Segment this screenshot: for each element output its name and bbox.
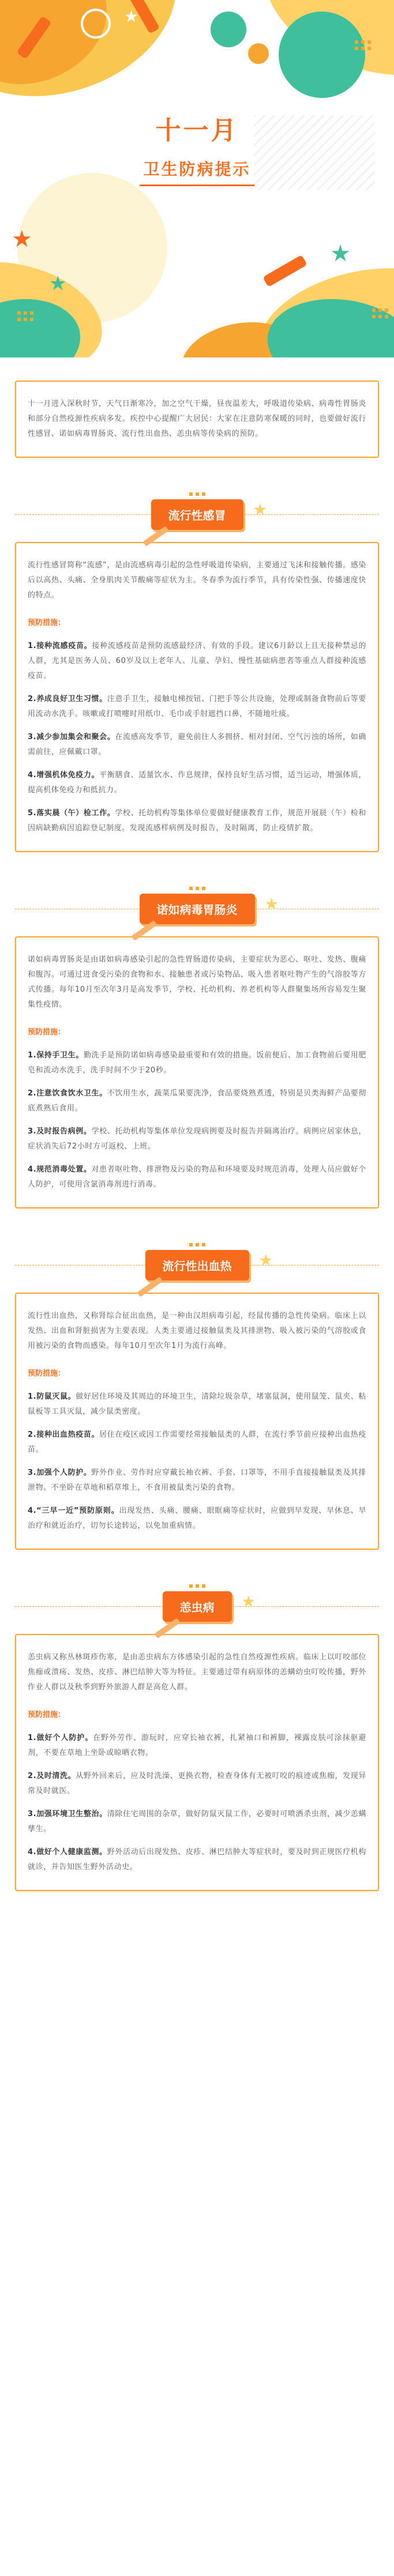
item-body: 在流感高发季节，避免前往人多拥挤、相对封闭、空气污浊的场所，如确需前往，应佩戴口罩。 bbox=[28, 733, 366, 756]
section-card-hemorrhagic-fever bbox=[15, 1293, 379, 1550]
decor-blob bbox=[211, 12, 246, 47]
item-body: 注意手卫生，接触电梯按钮、门把手等公共设施，处理或制备食物前后等要用流动水洗手。咳嗽或打喷嚏时用纸巾、毛巾或手肘遮挡口鼻，不随地吐痰。 bbox=[28, 695, 366, 718]
decor-dots bbox=[189, 1584, 205, 1588]
star-icon: ★ bbox=[49, 272, 67, 295]
item-head: 1.接种流感疫苗。 bbox=[28, 642, 92, 650]
list-item bbox=[28, 1124, 366, 1154]
decor-dots bbox=[355, 40, 371, 50]
list-item bbox=[28, 1162, 366, 1192]
section-card-flu bbox=[15, 542, 379, 852]
item-head: 1.做好个人防护。 bbox=[28, 1734, 93, 1742]
star-icon: ★ bbox=[253, 502, 267, 518]
star-icon: ★ bbox=[265, 897, 278, 912]
decor-dots bbox=[372, 308, 388, 318]
star-icon: ★ bbox=[242, 1594, 255, 1610]
section-title: 流行性出血热 bbox=[162, 1260, 232, 1273]
list-item bbox=[28, 1769, 366, 1799]
item-body: 野外活动后出现发热、皮疹、淋巴结肿大等症状时，要及时到正规医疗机构就诊，并告知医生野外活动史。 bbox=[28, 1848, 366, 1871]
page-title: 十一月 bbox=[155, 116, 239, 145]
list-item bbox=[28, 1807, 366, 1837]
item-head: 2.注意饮食饮水卫生。 bbox=[28, 1089, 107, 1098]
measures-label: 预防措施： bbox=[28, 619, 66, 627]
star-icon: ★ bbox=[330, 240, 351, 267]
list-item bbox=[28, 1731, 366, 1761]
star-icon: ★ bbox=[12, 226, 32, 253]
section-header bbox=[15, 487, 379, 542]
item-body: 居住在疫区或因工作需要经常接触鼠类的人群，在流行季节前应接种出血热疫苗。 bbox=[28, 1430, 367, 1454]
list-item bbox=[28, 806, 366, 836]
decor-dots bbox=[17, 311, 33, 321]
decor-dots bbox=[189, 1243, 205, 1246]
title-block bbox=[0, 110, 394, 186]
list-item bbox=[28, 692, 366, 722]
decor-blob bbox=[248, 43, 269, 64]
item-head: 2.养成良好卫生习惯。 bbox=[28, 695, 107, 703]
item-body: 平衡膳食、适量饮水、作息规律，保持良好生活习惯，适当运动，增强体质，提高机体免疫力和抵抗力。 bbox=[28, 771, 367, 794]
intro-text: 十一月进入深秋时节，天气日渐寒冷，加之空气干燥，昼夜温差大，呼吸道传染病、病毒性胃肠炎和部分自然疫源性疾病多发。疾控中心提醒广大居民：大家在注意防寒保暖的同时，也要做好流行性感冒、诺如病毒胃肠炎、流行性出血热、恙虫病等传染病的预防。 bbox=[28, 400, 366, 438]
item-body: 野外作业、劳作时应穿戴长袖衣裤、手套、口罩等，不用手直接接触鼠类及其排泄物。不坐卧在草地和稻草堆上，不食用被鼠类污染的食物。 bbox=[28, 1468, 366, 1492]
item-body: 出现发热、头痛、腰痛、眼眶痛等症状时，应做到早发现、早休息、早治疗和就近治疗，切勿长途转运，以免加重病情。 bbox=[28, 1507, 367, 1530]
intro-card bbox=[15, 381, 379, 458]
item-head: 3.减少参加集会和聚会。 bbox=[28, 733, 115, 741]
list-item bbox=[28, 1048, 366, 1078]
section-title-badge bbox=[145, 1250, 272, 1281]
item-head: 3.及时报告病例。 bbox=[28, 1127, 92, 1136]
item-head: 4.增强机体免疫力。 bbox=[28, 771, 100, 779]
item-body: 接种流感疫苗是预防流感最经济、有效的手段。建议6月龄以上且无接种禁忌的人群，尤其是医务人员、60岁及以上老年人、儿童、孕妇、慢性基础病患者等重点人群接种流感疫苗。 bbox=[28, 642, 366, 680]
section-description: 流行性出血热，又称肾综合征出血热，是一种由汉坦病毒引起，经鼠传播的急性传染病。临床上以发热、出血和肾脏损害为主要表现。人类主要通过接触鼠类及其排泄物、吸入被污染的气溶胶或食用被污染的食物而感染。每年10月至次年1月为流行高峰。 bbox=[28, 1312, 366, 1350]
section-description: 流行性感冒简称“流感”，是由流感病毒引起的急性呼吸道传染病，主要通过飞沫和接触传播。感染后以高热、头痛、全身肌肉关节酸痛等症状为主。冬春季为流行季节，具有传染性强、传播速度快的特点。 bbox=[28, 561, 366, 600]
decor-blob bbox=[279, 12, 365, 98]
measures-label: 预防措施： bbox=[28, 1369, 66, 1378]
content bbox=[0, 381, 394, 1914]
item-head: 2.及时清洗。 bbox=[28, 1772, 76, 1780]
list-item bbox=[28, 1428, 366, 1458]
section-title-badge bbox=[163, 1591, 255, 1622]
item-body: 从野外回来后，应及时洗澡、更换衣物，检查身体有无被叮咬的痕迹或焦痂，发现异常及时就医。 bbox=[28, 1772, 367, 1795]
item-body: 清除住宅周围的杂草，做好防鼠灭鼠工作，必要时可喷洒杀虫剂，减少恙螨孳生。 bbox=[28, 1810, 366, 1833]
item-head: 2.接种出血热疫苗。 bbox=[28, 1430, 100, 1439]
item-head: 1.保持手卫生。 bbox=[28, 1051, 84, 1060]
item-head: 3.加强环境卫生整治。 bbox=[28, 1810, 107, 1818]
section-title-badge bbox=[140, 894, 278, 924]
section-title: 流行性感冒 bbox=[168, 510, 226, 522]
decor-dots bbox=[189, 492, 205, 496]
section-title-badge bbox=[151, 499, 267, 530]
list-item bbox=[28, 1389, 366, 1419]
decor-dots bbox=[189, 887, 205, 890]
item-body: 对患者呕吐物、排泄物及污染的物品和环境要及时规范消毒，处理人员应做好个人防护，可使用含氯消毒剂进行消毒。 bbox=[28, 1165, 366, 1189]
list-item bbox=[28, 1504, 366, 1534]
section-description: 诺如病毒胃肠炎是由诺如病毒感染引起的急性胃肠道传染病，主要症状为恶心、呕吐、发热、腹痛和腹泻。可通过进食受污染的食物和水、接触患者或污染物品、吸入患者呕吐物产生的气溶胶等方式传播。每年10月至次年3月是高发季节，学校、托幼机构、养老机构等人群聚集场所容易发生聚集性疫情。 bbox=[28, 955, 366, 1009]
section-title: 恙虫病 bbox=[179, 1602, 215, 1614]
item-head: 5.落实晨（午）检工作。 bbox=[28, 809, 115, 818]
section-card-norovirus bbox=[15, 936, 379, 1208]
list-item bbox=[28, 768, 366, 798]
measures-label: 预防措施： bbox=[28, 1711, 66, 1719]
item-head: 4.做好个人健康监测。 bbox=[28, 1848, 107, 1856]
section-header bbox=[15, 1579, 379, 1634]
star-icon: ★ bbox=[124, 7, 139, 26]
list-item bbox=[28, 1466, 366, 1496]
section-description: 恙虫病又称丛林斑疹伤寒，是由恙虫病东方体感染引起的急性自然疫源性疾病。临床上以叮咬部位焦痂或溃疡、发热、皮疹、淋巴结肿大等为特征。主要通过带有病原体的恙螨幼虫叮咬传播，野外作业人群以及秋季到野外旅游人群是高危人群。 bbox=[28, 1653, 366, 1692]
item-body: 学校、托幼机构等集体单位要做好健康教育工作，规范开展晨（午）检和因病缺勤病因追踪登记制度。发现流感样病例及时报告，及时隔离，防止疫情扩散。 bbox=[28, 809, 366, 833]
list-item bbox=[28, 639, 366, 684]
item-body: 学校、托幼机构等集体单位发现病例要及时报告并隔离治疗。病例应居家休息，症状消失后72小时方可返校、上班。 bbox=[28, 1127, 366, 1151]
item-head: 4.规范消毒处置。 bbox=[28, 1165, 92, 1174]
section-title: 诺如病毒胃肠炎 bbox=[156, 904, 238, 917]
header-banner bbox=[0, 0, 394, 357]
section-header bbox=[15, 1237, 379, 1293]
item-head: 3.加强个人防护。 bbox=[28, 1468, 92, 1477]
section-card-scrub-typhus bbox=[15, 1634, 379, 1891]
item-head: 4.“三早一近”预防原则。 bbox=[28, 1507, 119, 1515]
item-body: 做好居住环境及其周边的环境卫生，清除垃圾杂草，堵塞鼠洞，使用鼠笼、鼠夹、粘鼠板等工具灭鼠，减少鼠类密度。 bbox=[28, 1392, 367, 1416]
decor-circle bbox=[81, 9, 111, 39]
item-head: 1.防鼠灭鼠。 bbox=[28, 1392, 76, 1401]
decor-bar bbox=[262, 255, 307, 287]
list-item bbox=[28, 1845, 366, 1875]
star-icon: ★ bbox=[259, 1253, 272, 1268]
section-header bbox=[15, 881, 379, 936]
item-body: 勤洗手是预防诺如病毒感染最重要和有效的措施。饭前便后、加工食物前后要用肥皂和流动水洗手，洗手时间不少于20秒。 bbox=[28, 1051, 366, 1075]
item-body: 不饮用生水，蔬菜瓜果要洗净，食品要烧熟煮透，特别是贝类海鲜产品要彻底煮熟后食用。 bbox=[28, 1089, 366, 1113]
measures-label: 预防措施： bbox=[28, 1028, 66, 1037]
item-body: 在野外劳作、游玩时，应穿长袖衣裤，扎紧袖口和裤脚，裸露皮肤可涂抹驱避剂，不要在草地上坐卧或晾晒衣物。 bbox=[28, 1734, 366, 1757]
list-item bbox=[28, 730, 366, 760]
list-item bbox=[28, 1086, 366, 1116]
page-subtitle: 卫生防病提示 bbox=[140, 157, 254, 186]
